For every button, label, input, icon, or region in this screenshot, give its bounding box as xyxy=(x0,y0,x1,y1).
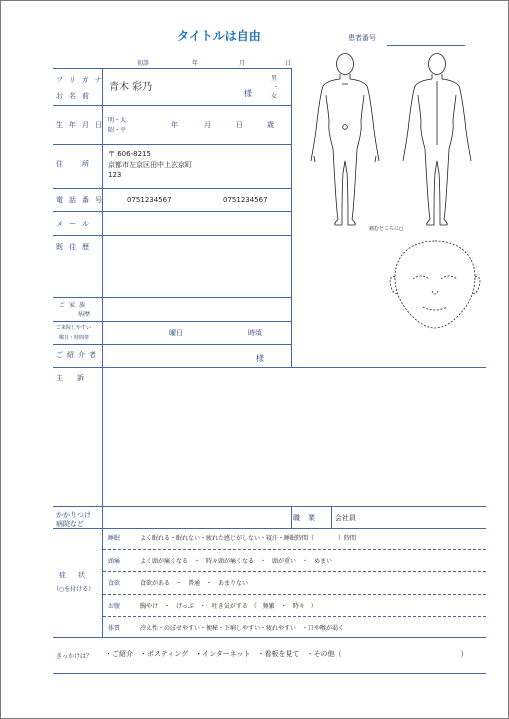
symptom-name-constitution: 体質 xyxy=(108,625,121,632)
table-right-border xyxy=(291,68,292,367)
address-line2[interactable]: 123 xyxy=(108,171,122,179)
occupation-field[interactable]: 会社員 xyxy=(335,514,356,522)
phone-field-1[interactable]: 0751234567 xyxy=(127,196,172,204)
patient-number-label: 患者番号 xyxy=(348,34,376,42)
dob-month: 月 xyxy=(204,121,211,129)
symptom-options-constitution[interactable]: 冷え性・のぼせやすい・便秘・下痢しやすい・疲れやすい ・口や喉が渇く xyxy=(140,625,345,632)
gender-separator: ・ xyxy=(273,84,280,91)
era-meiji-taisho[interactable]: 明・大 xyxy=(108,117,127,124)
furigana-label: フリガナ xyxy=(56,76,108,84)
referrer-label: ご紹介者 xyxy=(56,351,100,359)
complaint-top-border xyxy=(53,367,486,368)
symptom-options-sleep[interactable]: よく眠れる・眠れない・疲れた感じがしない・寝汗・睡眠時間（ ）時間 xyxy=(140,535,357,542)
chief-complaint-label: 主訴 xyxy=(56,374,98,382)
name-honorific: 様 xyxy=(244,89,252,98)
name-field[interactable]: 青木 彩乃 xyxy=(109,82,153,93)
body-diagram-caption: 痛むところに○ xyxy=(369,226,404,232)
visit-time-label-2: 曜日・時間帯 xyxy=(59,335,90,341)
symptom-name-headache: 頭痛 xyxy=(108,558,121,565)
address-line1[interactable]: 京都市左京区田中上玄京町 xyxy=(108,161,192,169)
first-visit-year: 年 xyxy=(192,60,199,67)
face-outline-icon[interactable] xyxy=(385,237,485,331)
symptom-name-sleep: 睡眠 xyxy=(108,535,121,542)
name-label: お名前 xyxy=(56,92,95,100)
symptom-name-appetite: 食欲 xyxy=(108,580,121,587)
era-showa-heisei[interactable]: 昭・平 xyxy=(108,127,127,134)
symptom-options-headache[interactable]: よく頭が痛くなる ・ 時々頭が痛くなる ・ 頭が重い ・ めまい xyxy=(140,558,333,565)
medical-history-label: 既往歴 xyxy=(56,243,95,251)
weekday-label: 曜日 xyxy=(169,329,183,337)
phone-field-2[interactable]: 0751234567 xyxy=(223,196,268,204)
clinic-label-1: かかりつけ xyxy=(56,511,91,519)
dob-label: 生年月日 xyxy=(56,121,108,129)
gender-female[interactable]: 女 xyxy=(271,93,278,100)
phone-label: 電話番号 xyxy=(56,196,108,204)
patient-number-field[interactable] xyxy=(387,45,465,46)
symptoms-label: 症状 xyxy=(59,571,97,579)
family-history-label-1: ご家族 xyxy=(59,302,90,309)
first-visit-label: 初診 xyxy=(137,60,150,67)
clinic-label-2: 病院など xyxy=(56,520,84,528)
mail-label: メール xyxy=(56,220,95,228)
family-history-label-2: 病歴 xyxy=(78,311,91,318)
first-visit-month: 月 xyxy=(239,60,246,67)
human-body-front-back-icon[interactable] xyxy=(301,49,489,229)
label-column-divider xyxy=(102,68,103,367)
dob-year: 年 xyxy=(171,121,178,129)
occupation-label: 職業 xyxy=(293,514,323,522)
trigger-options[interactable]: ・ご紹介 ・ポスティング ・インターネット ・看板を見て ・その他（ ） xyxy=(105,650,468,658)
symptom-name-stomach: お腹 xyxy=(108,603,121,610)
symptom-options-stomach[interactable]: 胸やけ ・ げっぷ ・ 吐き気がする （ 頻繁 ・ 時々 ） xyxy=(140,603,317,610)
first-visit-day: 日 xyxy=(285,60,292,67)
address-label: 住 所 xyxy=(56,160,95,168)
age-label: 歳 xyxy=(267,121,274,129)
table-top-border xyxy=(53,68,292,69)
dob-day: 日 xyxy=(236,121,243,129)
time-label: 時頃 xyxy=(248,329,262,337)
symptoms-note: （○を付ける） xyxy=(53,586,95,593)
postal-code[interactable]: 〒 606-8215 xyxy=(108,150,151,158)
visit-time-label-1: ご来院しやすい xyxy=(56,325,92,331)
trigger-label: きっかけは？ xyxy=(56,653,93,660)
referrer-honorific: 様 xyxy=(256,354,264,363)
symptom-options-appetite[interactable]: 食欲がある ・ 普通 ・ あまりない xyxy=(140,580,249,587)
form-title: タイトルは自由 xyxy=(177,29,261,43)
gender-male[interactable]: 男 xyxy=(271,75,278,82)
